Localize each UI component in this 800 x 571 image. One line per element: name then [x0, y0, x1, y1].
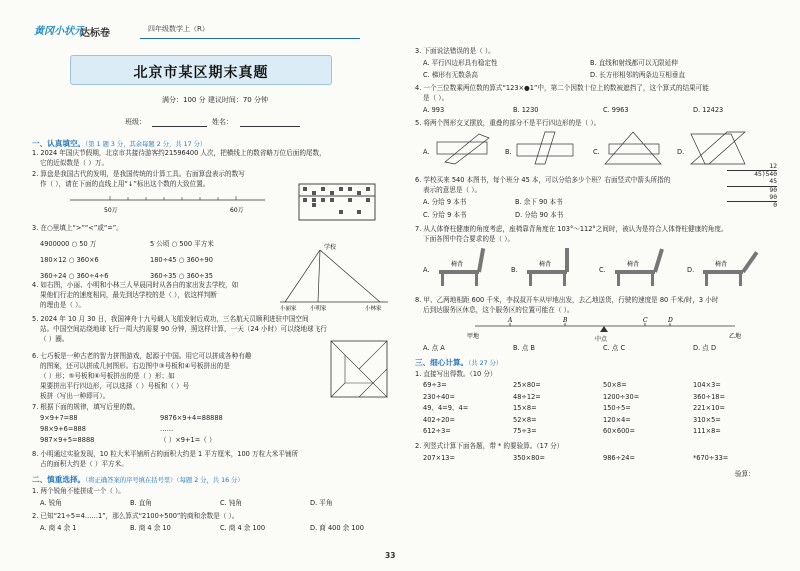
- chair-option: D.: [687, 266, 695, 274]
- long-division-figure: [727, 163, 777, 209]
- calc-item: 111×8=: [693, 427, 721, 435]
- c7-line2: 下面各图中符合要求的是（ ）。: [423, 235, 515, 243]
- calc-item: 310×5=: [693, 415, 721, 424]
- q7-r2a: 98×9+6=888: [40, 425, 86, 433]
- c1-options: A. 锐角 B. 直角 C. 钝角 D. 平角: [40, 499, 333, 507]
- map-school: 学校: [324, 244, 337, 251]
- c7-line1: 7. 从人体脊柱健康的角度考虑，座椅靠背角度在 103°～112°之间时，被认为是符合人体脊柱健康的角度。: [415, 225, 728, 233]
- calc-item: 69÷3=: [423, 381, 447, 389]
- q4-line3: 的理由是（ ）。: [40, 301, 85, 309]
- c5-opt-b: B.: [505, 148, 512, 156]
- calc-item: 402÷20=: [423, 415, 456, 424]
- section-3-heading: 三、细心计算。（共 27 分）: [415, 358, 503, 367]
- k2-prompt: 2. 列竖式计算下面各题，带 * 的要验算。（17 分）: [415, 442, 564, 450]
- c8-line1: 8. 甲、乙两地相距 600 千米，李叔叔开车从甲地出发，去乙地送货，行驶的速度是 80 千米/时，3 小时: [415, 296, 719, 304]
- c5-shape-d: [687, 130, 749, 166]
- right-column: [415, 0, 785, 571]
- calc-item: 120×4=: [603, 415, 631, 424]
- brand-logo: 黄冈小状元: [34, 26, 84, 37]
- name-field[interactable]: [240, 126, 300, 127]
- q7-r1a: 9×9+7=88: [40, 414, 78, 422]
- q1-line2: 它的近似数是（ ）万。: [40, 159, 109, 167]
- c5-shape-c: [603, 130, 665, 166]
- c2-prompt: 2. 已知“21÷5=4……1”，那么算式“2100÷500”的商和余数是（ ）。: [32, 512, 239, 520]
- calc-item: 15×8=: [513, 404, 537, 412]
- map-ming: 小明家: [310, 306, 327, 312]
- series-label: 达标卷: [80, 28, 110, 39]
- q7-r1b: 9876×9+4=88888: [160, 414, 223, 422]
- c4-line2: 是（ ）。: [423, 94, 449, 102]
- chair-option: B.: [511, 266, 518, 274]
- chair-figure: [699, 244, 769, 288]
- c6-line1: 6. 学校买来 540 本图书，每个班分 45 本，可以分给多少个班？右面竖式中箭头所指的: [415, 176, 671, 184]
- calc-item: 48÷12=: [513, 392, 541, 401]
- route-yi: 乙地: [729, 333, 742, 340]
- q3-prompt: 3. 在○里填上“>”“<”或“=”。: [32, 224, 123, 232]
- chair-back-label: 椅背: [715, 261, 728, 268]
- map-lin: 小林家: [365, 306, 382, 312]
- route-mid: 中点: [595, 336, 608, 342]
- c3-d: D. 长方形相邻的两条边互相垂直: [590, 71, 685, 79]
- axis-right-label: 60万: [230, 207, 244, 214]
- left-column: [30, 0, 400, 571]
- c6-line2: 表示的意思是（ ）。: [423, 186, 482, 194]
- c3-prompt: 3. 下面说法错误的是（ ）。: [415, 47, 495, 55]
- q4-line2: 果他们行走的速度相同，最先到达学校的是（ ），依这样判断: [40, 291, 217, 299]
- q5-line2: 站。中国空间站绕地球飞行一周大约需要 90 分钟，照这样计算，一天（24 小时）可以绕地球飞行: [40, 325, 327, 333]
- chair-back-label: 椅背: [627, 261, 640, 268]
- c4-options: A. 993 B. 1230 C. 9963 D. 12423: [423, 106, 724, 114]
- q7-r3b: （ ）×9+1=（ ）: [160, 436, 216, 444]
- chair-option: C.: [599, 266, 606, 274]
- calc-item: 360÷18=: [693, 392, 726, 401]
- c5-shape-b: [515, 130, 577, 166]
- q3-r2a: 180×12 ○ 360×6: [40, 256, 99, 264]
- chair-option: A.: [423, 266, 430, 274]
- c3-a: A. 平行四边形具有稳定性: [423, 59, 498, 67]
- route-line-figure: [455, 316, 755, 342]
- c5-opt-a: A.: [423, 148, 430, 156]
- calc-item: 1200÷30=: [603, 392, 640, 401]
- c3-b: B. 直线和射线都可以无限延伸: [590, 59, 678, 67]
- div-l3: 90: [769, 193, 777, 201]
- q1-line1: 1. 2024 年国庆节假期，北京市共接待游客约21596400 人次，把横线上的数省略万位后面的尾数，: [32, 149, 326, 157]
- chair-figure: [523, 244, 593, 288]
- c5-opt-d: D.: [677, 148, 685, 156]
- page-title: 北京市某区期末真题: [133, 65, 269, 81]
- c2-options: A. 商 4 余 1 B. 商 4 余 10 C. 商 4 余 100 D. 商 400 余 100: [40, 524, 364, 532]
- exam-info: 满分：100 分 建议时间：70 分钟: [162, 96, 268, 104]
- chair-back-label: 椅背: [539, 261, 552, 268]
- calc-item: 104×3=: [693, 381, 721, 389]
- section-2-heading: 二、慎重选择。（将正确答案的序号填在括号里）（每题 2 分，共 16 分）: [32, 475, 244, 484]
- number-line-figure: [70, 190, 270, 218]
- c1-prompt: 1. 两个锐角不能拼成一个（ ）。: [32, 487, 125, 495]
- tangram-figure: [330, 340, 388, 398]
- class-label: 班级：: [125, 118, 146, 126]
- k1-prompt: 1. 直接写出得数。（10 分）: [415, 370, 497, 378]
- chair-figure: [435, 244, 505, 288]
- q3-r1b: 5 公顷 ○ 500 平方米: [150, 240, 214, 248]
- q8-line2: 占的面积大约是（ ）平方米。: [40, 460, 128, 468]
- q7-r3a: 987×9+5=8888: [40, 436, 95, 444]
- c3-c: C. 梯形有无数条高: [423, 71, 478, 79]
- q4-line1: 4. 如右图，小丽、小明和小林三人早晨同时从各自的家出发去学校，如: [32, 281, 239, 289]
- q5-line1: 5. 2024 年 10 月 30 日，我国神舟十九号载人飞船发射后成功，三名航天员顺利进驻中国空间: [32, 315, 309, 323]
- chair-figure: [611, 244, 681, 288]
- c5-prompt: 5. 将两个图形交叉摆放，重叠的部分不是平行四边形的是（ ）。: [415, 119, 601, 127]
- c8-options: A. 点 A B. 点 B C. 点 C D. 点 D: [423, 344, 717, 352]
- class-field[interactable]: [152, 126, 207, 127]
- school-map-figure: [280, 242, 390, 312]
- calc-item: 52×8=: [513, 415, 537, 424]
- q5-line3: （ ）圈。: [40, 335, 69, 343]
- c6-b: B. 余下 90 本书: [515, 198, 563, 206]
- calc-item: 49、4=9、4=: [423, 404, 469, 412]
- q6-line4: 果要拼出平行四边形，可以选择（ ）号板和（ ）号: [40, 382, 190, 390]
- calc-item: 75÷3=: [513, 427, 537, 435]
- chair-back-label: 椅背: [451, 261, 464, 268]
- page-number: 33: [385, 551, 396, 560]
- div-l1: 45: [769, 178, 777, 186]
- calc-item: 50×8=: [603, 381, 627, 389]
- name-label: 姓名：: [212, 118, 233, 126]
- grade-label: 四年级数学上（R）: [148, 25, 209, 33]
- calc-item: 60×600=: [603, 427, 636, 435]
- c5-opt-c: C.: [593, 148, 600, 156]
- c8-line2: 后到达服务区休息，这个服务区的位置可能在（ ）。: [423, 306, 574, 314]
- q3-r2b: 180÷45 ○ 360÷90: [150, 256, 213, 264]
- q2-line2: 作（ ），请在下面的直线上用“↓”标出这个数的大致位置。: [40, 180, 210, 188]
- q3-r1a: 4900000 ○ 50 万: [40, 240, 97, 248]
- calc-item: 230÷40=: [423, 392, 456, 401]
- div-l4: 0: [727, 201, 777, 209]
- q7-r2b: ……: [160, 425, 174, 433]
- div-l2: 90: [727, 186, 777, 194]
- q6-line5: 板拼（写出一种即可）。: [40, 392, 110, 400]
- axis-left-label: 50万: [104, 207, 118, 214]
- route-point-label: B: [563, 317, 568, 324]
- k2-check-label: 验算：: [735, 470, 755, 478]
- calc-item: 150÷5=: [603, 404, 631, 412]
- q2-line1: 2. 算盘是我国古代的发明，是我国传统的计算工具。右面算盘表示的数写: [32, 170, 245, 178]
- q7-prompt: 7. 根据下面的规律，填写后里的数。: [32, 403, 140, 411]
- q6-line3: （ ）形；⑤号板和⑥号板拼出的是（ ）形；如: [40, 372, 175, 380]
- q6-line1: 6. 七巧板是一种古老的智力拼图游戏，起源于中国。用它可以拼成各种有趣: [32, 352, 252, 360]
- route-jia: 甲地: [467, 333, 480, 340]
- route-point-label: D: [668, 317, 673, 324]
- c6-d: D. 分给 90 本书: [515, 211, 564, 219]
- k2-items: 207×13= 350×80= 986÷24= *670÷33=: [423, 454, 729, 462]
- calc-item: 221×10=: [693, 404, 726, 412]
- route-point-label: C: [643, 317, 648, 324]
- map-li: 小丽家: [280, 306, 297, 312]
- section-1-heading: 一、认真填空。（第 1 题 3 分，其余每题 2 分，共 17 分）: [32, 139, 207, 148]
- q3-r3b: 360÷35 ○ 360÷35: [150, 272, 213, 280]
- calc-item: 25×80=: [513, 381, 541, 389]
- abacus-figure: [298, 183, 378, 223]
- calc-item: 612÷3=: [423, 427, 451, 435]
- div-head: 45)540: [727, 170, 777, 178]
- c5-shape-a: [435, 132, 493, 166]
- q3-r3a: 360÷24 ○ 360÷4÷6: [40, 272, 109, 280]
- c6-c: C. 分给 9 本书: [423, 211, 467, 219]
- div-quotient: 12: [769, 163, 777, 170]
- c4-line1: 4. 一个三位数乘两位数的算式“123×●1”中，第二个因数十位上的数被遮挡了，这个算式的结果可能: [415, 84, 709, 92]
- q6-line2: 的图案，还可以拼成几何图形。右边图中③号板和④号板拼出的是: [40, 362, 230, 370]
- c6-a: A. 分给 9 本书: [423, 198, 467, 206]
- route-point-label: A: [508, 317, 513, 324]
- q8-line1: 8. 小明通过实验发现，10 粒大米平铺所占的面积大约是 1 平方厘米，100 万粒大米平铺所: [32, 450, 299, 458]
